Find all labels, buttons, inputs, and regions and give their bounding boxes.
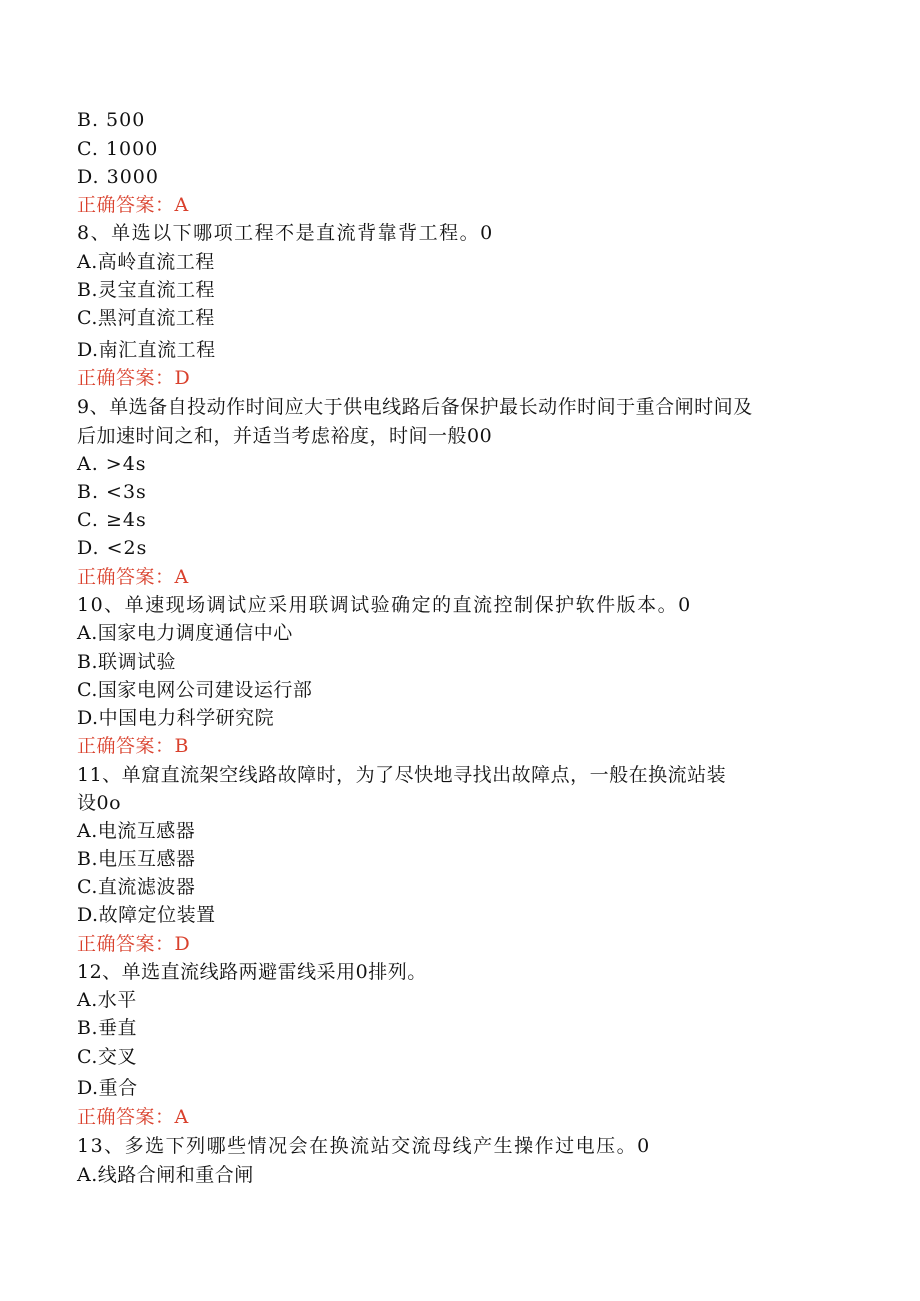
q12-question: 12、单选直流线路两避雷线采用0排列。 (77, 961, 427, 983)
q13-option-a: A.线路合闸和重合闸 (77, 1164, 254, 1186)
q10-question: 10、单速现场调试应采用联调试验确定的直流控制保护软件版本。0 (77, 594, 692, 616)
q8-option-a: A.高岭直流工程 (77, 251, 215, 273)
q9-question-line1: 9、单选备自投动作时间应大于供电线路后备保护最长动作时间于重合闸时间及 (77, 396, 753, 418)
q11-option-d: D.故障定位装置 (77, 904, 216, 926)
q7-answer: 正确答案：A (77, 194, 189, 216)
q9-option-c: C. ≥4s (77, 509, 147, 531)
q9-answer: 正确答案：A (77, 566, 189, 588)
q9-option-a: A. >4s (77, 453, 147, 475)
q12-option-c: C.交叉 (77, 1046, 137, 1068)
q9-question-line2: 后加速时间之和，并适当考虑裕度，时间一般00 (77, 425, 493, 447)
q8-option-d: D.南汇直流工程 (77, 339, 216, 361)
q10-option-b: B.联调试验 (77, 651, 177, 673)
q9-option-b: B. <3s (77, 481, 147, 503)
q12-answer: 正确答案：A (77, 1106, 189, 1128)
q9-option-d: D. <2s (77, 537, 148, 559)
q7-option-b: B. 500 (77, 109, 146, 131)
q8-answer: 正确答案：D (77, 367, 191, 389)
q10-option-d: D.中国电力科学研究院 (77, 707, 275, 729)
q8-option-b: B.灵宝直流工程 (77, 279, 216, 301)
q7-option-c: C. 1000 (77, 138, 159, 160)
q8-option-c: C.黑河直流工程 (77, 307, 215, 329)
q12-option-d: D.重合 (77, 1077, 138, 1099)
q10-option-c: C.国家电网公司建设运行部 (77, 679, 313, 701)
q11-option-c: C.直流滤波器 (77, 876, 196, 898)
q12-option-a: A.水平 (77, 989, 137, 1011)
q11-option-a: A.电流互感器 (77, 820, 196, 842)
q11-question-line1: 11、单窟直流架空线路故障时，为了尽快地寻找出故障点，一般在换流站装 (77, 764, 727, 786)
q8-question: 8、单选以下哪项工程不是直流背靠背工程。0 (77, 222, 494, 244)
q10-answer: 正确答案：B (77, 735, 189, 757)
q11-option-b: B.电压互感器 (77, 848, 196, 870)
q11-answer: 正确答案：D (77, 933, 191, 955)
q7-option-d: D. 3000 (77, 166, 159, 188)
q13-question: 13、多选下列哪些情况会在换流站交流母线产生操作过电压。0 (77, 1135, 651, 1157)
q10-option-a: A.国家电力调度通信中心 (77, 622, 293, 644)
q12-option-b: B.垂直 (77, 1017, 138, 1039)
q11-question-line2: 设0o (77, 792, 122, 814)
